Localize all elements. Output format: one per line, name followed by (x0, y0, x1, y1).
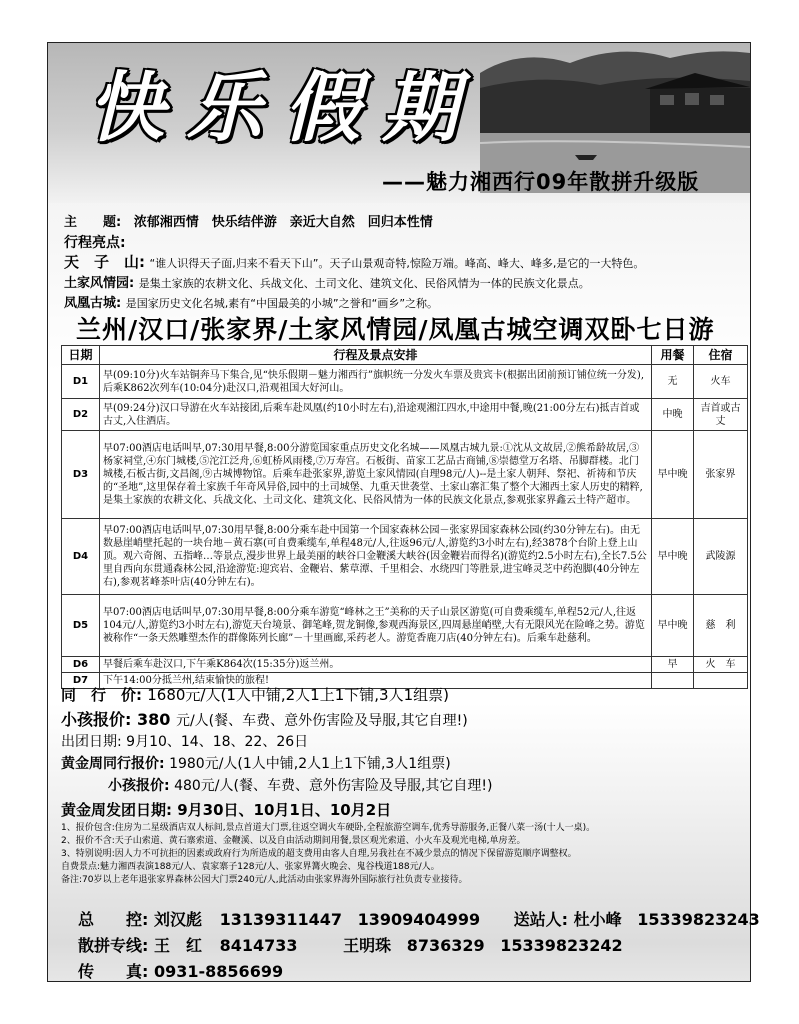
day-cell: D4 (62, 519, 100, 595)
delivery-name: 杜小峰 (573, 910, 622, 929)
day-cell: D1 (62, 365, 100, 399)
chief-label: 总 控: (78, 910, 149, 929)
desc-cell: 早07:00酒店电话叫早,07:30用早餐,8:00分游览国家重点历史文化名城——凤凰古城九景:①沈从文故居,②熊希龄故居,③杨家祠堂,④东门城楼,⑤沱江泛舟,⑥虹桥风雨楼,⑦万寿宫。石板街、苗家工艺品古商铺,⑧崇德堂万名塔、吊脚群楼。北门城楼,石板古街,文昌阁,⑨古城博物馆。后乘车赴张家界,游览土家风情园(自理98元/人)--是土家人朝拜、祭祀、祈祷和节庆的“圣地”,这里保存着土家族千年奇风异俗,园中的土司城堡、九重天世袭堂、土家山寨汇集了整个大湘西土家人历史的精粹,是集土家族的农耕文化、兵战文化、土司文化、建筑文化、民俗风情为一体的民族文化景点,参观张家界鑫云土特产超市。 (100, 431, 652, 519)
contact-line (78, 933, 623, 956)
meal-cell: 中晚 (652, 399, 694, 431)
table-row (62, 431, 748, 519)
golden-child-line (108, 775, 493, 795)
meal-cell: 早中晚 (652, 519, 694, 595)
highlight-fenghuang (64, 292, 438, 311)
contact-fax (78, 959, 283, 982)
stay-cell: 张家界 (694, 431, 748, 519)
day-cell: D6 (62, 657, 100, 673)
departure-dates: 9月10、14、18、22、26日 (126, 734, 309, 750)
stay-cell: 吉首或古丈 (694, 399, 748, 431)
line-phone-3: 15339823242 (500, 936, 623, 955)
chief-phone-2: 13909404999 (357, 910, 481, 929)
desc-cell: 早07:00酒店电话叫早,07:30用早餐,8:00分乘车游览“峰林之王”美称的天子山景区游览(可自费乘缆车,单程52元/人,往返104元/人,游览约3小时左右),游览天台境景、御笔峰,贺龙铜像,参观西海景区,四周悬崖峭壁,大有无限风光在险峰之势。游览被称作“一条天然雕塑杰作的群像陈列长廊”－十里画廊,采药老人。游览香鹿刀店(40分钟左右)。后乘车赴慈利。 (100, 595, 652, 657)
line-label: 散拼专线: (78, 936, 149, 955)
golden-child-value: 480元/人(餐、车费、意外伤害险及导服,其它自理!) (174, 778, 493, 794)
tujia-label: 土家风情园: (64, 276, 135, 291)
notes-block (61, 822, 747, 887)
meal-cell (652, 673, 694, 689)
tianzishan-text: “谁人识得天子面,归来不看天下山”。天子山景观奇特,惊险万端。峰高、峰大、峰多,是它的一大特色。 (149, 257, 645, 270)
meal-cell: 早中晚 (652, 431, 694, 519)
meal-cell: 无 (652, 365, 694, 399)
fax-number: 0931-8856699 (153, 962, 284, 981)
highlights-label: 行程亮点: (64, 235, 126, 251)
table-header-row (62, 346, 748, 365)
header-stay: 住宿 (694, 346, 748, 365)
golden-price-line (61, 753, 451, 773)
theme-text: 浓郁湘西情 快乐结伴游 亲近大自然 回归本性情 (133, 215, 433, 230)
delivery-label: 送站人: (513, 910, 569, 929)
day-cell: D2 (62, 399, 100, 431)
line-name-1: 王 红 (153, 936, 202, 955)
stay-cell: 武陵源 (694, 519, 748, 595)
tujia-text: 是集土家族的农耕文化、兵战文化、土司文化、建筑文化、民俗风情为一体的民族文化景点。 (138, 277, 590, 290)
header-itinerary: 行程及景点安排 (100, 346, 652, 365)
table-row (62, 657, 748, 673)
stay-cell: 火车 (694, 365, 748, 399)
child-price-label: 小孩报价: (61, 710, 132, 729)
same-price-line (61, 684, 449, 705)
flyer-frame (47, 42, 760, 982)
contact-chief (78, 907, 760, 930)
departure-line (61, 731, 308, 751)
theme-label: 主 题: (64, 215, 122, 230)
main-title: 快乐假期 (88, 63, 480, 152)
line-phone-2: 8736329 (406, 936, 485, 955)
same-price-value: 1680元/人(1人中铺,2人1上1下铺,3人1组票) (147, 686, 449, 704)
fenghuang-text: 是国家历史文化名城,素有“中国最美的小城”之誉和“画乡”之称。 (125, 297, 439, 310)
line-phone-1: 8414733 (219, 936, 298, 955)
line-name-2: 王明珠 (343, 936, 392, 955)
meal-cell: 早 (652, 657, 694, 673)
table-row (62, 365, 748, 399)
stay-cell (694, 673, 748, 689)
fax-label: 传 真: (78, 962, 149, 981)
highlight-tujia (64, 272, 590, 291)
child-price-note: 元/人(餐、车费、意外伤害险及导服,其它自理!) (175, 713, 468, 729)
desc-cell: 下午14:00分抵兰州,结束愉快的旅程! (100, 673, 652, 689)
golden-dates-value: 9月30日、10月1日、10月2日 (177, 801, 392, 819)
note-line: 自费景点:魅力湘西表演188元/人、袁家寨子128元/人、张家界篝火晚会、鬼谷栈道188元/人。 (61, 862, 440, 872)
chief-name: 刘汉彪 (153, 910, 202, 929)
highlight-tianzishan (64, 251, 644, 272)
stay-cell: 慈 利 (694, 595, 748, 657)
header-meal: 用餐 (652, 346, 694, 365)
golden-dates-line (61, 799, 391, 820)
golden-dates-label: 黄金周发团日期: (61, 801, 172, 819)
itinerary-table (61, 345, 748, 689)
table-row (62, 399, 748, 431)
table-row (62, 595, 748, 657)
desc-cell: 早(09:10分)火车站铜奔马下集合,见“快乐假期－魅力湘西行”旗帜统一分发火车票及贵宾卡(根据出团前预订铺位统一分发),后乘K862次列车(10:04分)赴汉口,沿观祖国大好河山。 (100, 365, 652, 399)
golden-price-label: 黄金周同行报价: (61, 756, 165, 772)
day-cell: D5 (62, 595, 100, 657)
desc-cell: 早(09:24分)汉口导游在火车站接团,后乘车赴凤凰(约10小时左右),沿途观湘江四水,中途用中餐,晚(21:00分左右)抵吉首或古丈,入住酒店。 (100, 399, 652, 431)
golden-price-value: 1980元/人(1人中铺,2人1上1下铺,3人1组票) (169, 756, 451, 772)
desc-cell: 早餐后乘车赴汉口,下午乘K864次(15:35分)返兰州。 (100, 657, 652, 673)
tianzishan-label: 天 子 山: (64, 253, 145, 271)
subtitle: ——魅力湘西行09年散拼升级版 (382, 170, 700, 194)
note-line: 3、特别说明:因人力不可抗拒的因素或政府行为所造成的超支费用由客人自理,另我社在不减少景点的情况下保留游览顺序调整权。 (61, 849, 577, 859)
delivery-phone: 15339823243 (637, 910, 760, 929)
note-line: 2、报价不含:天子山索道、黄石寨索道、金鞭溪、以及自由活动期间用餐,景区观光索道、小火车及观光电梯,单房差。 (61, 836, 526, 846)
same-price-label: 同 行 价: (61, 686, 142, 704)
table-row (62, 519, 748, 595)
child-price-value: 380 (136, 710, 171, 729)
chief-phone-1: 13139311447 (219, 910, 343, 929)
departure-label: 出团日期: (61, 734, 122, 750)
desc-cell: 早07:00酒店电话叫早,07:30用早餐,8:00分乘车赴中国第一个国家森林公园－张家界国家森林公园(约30分钟左右)。由无数悬崖峭壁托起的一块台地－黄石寨(可自费乘缆车,单程48元/人,往返96元/人,游览约3小时左右),经3878个台阶上登上山顶。观六奇阁、五指峰…等景点,漫步世界上最美丽的峡谷口金鞭溪大峡谷(因金鞭岩而得名)(游览约2.5小时左右),全长7.5公里自西向东贯通森林公园,沿途游览:迎宾岩、金鞭岩、紫草潭、千里相会、水绕四门等胜景,进宝峰灵芝中药泡脚(40分钟左右),参观茗峰茶叶店(40分钟左右)。 (100, 519, 652, 595)
theme-line (64, 211, 433, 230)
header-date: 日期 (62, 346, 100, 365)
note-line: 备注:70岁以上老年退张家界森林公园大门票240元/人,此活动由张家界海外国际旅行社负责专业接待。 (61, 875, 468, 885)
note-line: 1、报价包含:住房为二星级酒店双人标间,景点首道大门票,往返空调火车硬卧,全程旅游空调车,优秀导游服务,正餐八菜一汤(十人一桌)。 (61, 823, 596, 833)
meal-cell: 早中晚 (652, 595, 694, 657)
child-price-line (61, 707, 468, 730)
day-cell: D3 (62, 431, 100, 519)
fenghuang-label: 凤凰古城: (64, 296, 122, 311)
golden-child-label: 小孩报价: (108, 778, 170, 794)
stay-cell: 火 车 (694, 657, 748, 673)
route-title: 兰州/汉口/张家界/土家风情园/凤凰古城空调双卧七日游 (76, 315, 715, 344)
day-cell: D7 (62, 673, 100, 689)
